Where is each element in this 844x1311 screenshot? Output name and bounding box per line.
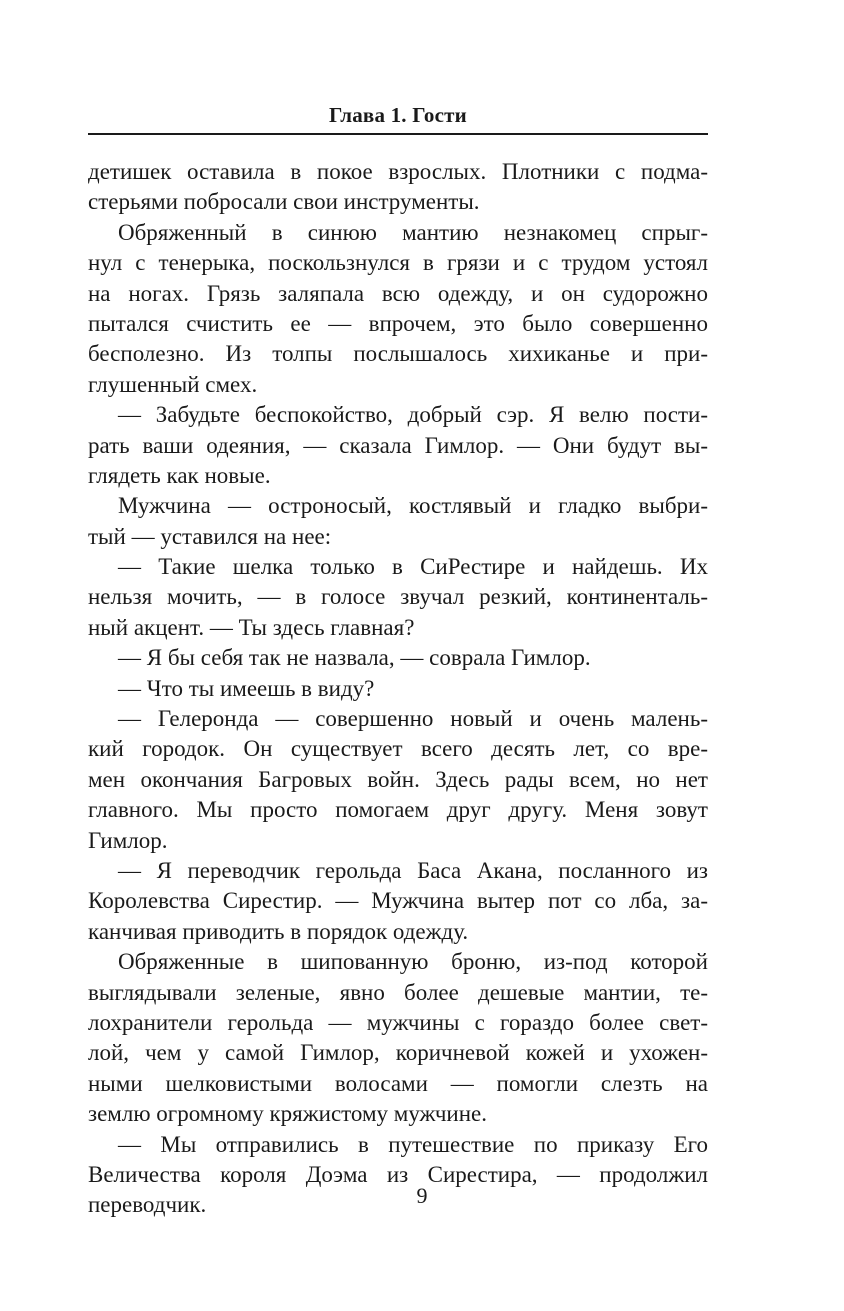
paragraph bbox=[88, 491, 708, 552]
text-line: — Я бы себя так не назвала, — соврала Гимлор. bbox=[118, 645, 591, 671]
text-line: — Забудьте беспокойство, добрый сэр. Я велю пости- bbox=[118, 402, 708, 428]
text-line: землю огромному кряжистому мужчине. bbox=[88, 1101, 487, 1127]
body-text bbox=[88, 157, 708, 1221]
running-head: Глава 1. Гости bbox=[329, 103, 467, 127]
text-line: лой, чем у самой Гимлор, коричневой кожей и ухожен- bbox=[88, 1040, 708, 1066]
text-line: Гимлор. bbox=[88, 827, 168, 853]
text-line: Обряженный в синюю мантию незнакомец спрыг- bbox=[118, 219, 708, 245]
text-line: — Мы отправились в путешествие по приказу Его bbox=[118, 1131, 708, 1157]
header-rule bbox=[88, 133, 708, 135]
text-line: Королевства Сирестир. — Мужчина вытер пот со лба, за- bbox=[88, 888, 708, 914]
paragraph bbox=[88, 856, 708, 947]
paragraph bbox=[88, 704, 708, 856]
text-line: тый — уставился на нее: bbox=[88, 523, 332, 549]
text-line: бесполезно. Из толпы послышалось хихиканье и при- bbox=[88, 341, 708, 367]
text-line: ными шелковистыми волосами — помогли слезть на bbox=[88, 1070, 708, 1096]
text-line: — Такие шелка только в СиРестире и найдешь. Их bbox=[118, 554, 708, 580]
paragraph bbox=[88, 674, 708, 704]
text-line: мен окончания Багровых войн. Здесь рады всем, но нет bbox=[88, 766, 708, 792]
text-line: нул с тенерыка, поскользнулся в грязи и с трудом устоял bbox=[88, 250, 708, 276]
text-line: глядеть как новые. bbox=[88, 462, 271, 488]
text-line: лохранители герольда — мужчины с гораздо более свет- bbox=[88, 1009, 708, 1035]
paragraph bbox=[88, 400, 708, 491]
paragraph bbox=[88, 157, 708, 218]
text-line: пытался счистить ее — впрочем, это было совершенно bbox=[88, 310, 708, 336]
text-line: — Я переводчик герольда Баса Акана, посланного из bbox=[118, 857, 708, 883]
text-line: выглядывали зеленые, явно более дешевые мантии, те- bbox=[88, 979, 708, 1005]
text-line: — Что ты имеешь в виду? bbox=[118, 675, 375, 701]
text-line: Величества короля Доэма из Сирестира, — продолжил bbox=[88, 1161, 708, 1187]
text-line: Обряженные в шипованную броню, из-под которой bbox=[118, 949, 708, 975]
paragraph bbox=[88, 947, 708, 1129]
text-line: главного. Мы просто помогаем друг другу. Меня зовут bbox=[88, 797, 708, 823]
text-line: стерьями побросали свои инструменты. bbox=[88, 189, 480, 215]
text-line: ный акцент. — Ты здесь главная? bbox=[88, 614, 415, 640]
text-line: детишек оставила в покое взрослых. Плотники с подма- bbox=[88, 159, 708, 184]
text-line: нельзя мочить, — в голосе звучал резкий, континенталь- bbox=[88, 584, 708, 610]
paragraph bbox=[88, 552, 708, 643]
text-line: переводчик. bbox=[88, 1192, 207, 1218]
paragraph bbox=[88, 643, 708, 673]
text-line: кий городок. Он существует всего десять лет, со вре- bbox=[88, 736, 708, 762]
text-line: глушенный смех. bbox=[88, 371, 258, 397]
page-number: 9 bbox=[416, 1183, 428, 1208]
text-line: на ногах. Грязь заляпала всю одежду, и он судорожно bbox=[88, 280, 708, 306]
text-line: рать ваши одеяния, — сказала Гимлор. — Они будут вы- bbox=[88, 432, 708, 458]
paragraph bbox=[88, 218, 708, 400]
text-line: канчивая приводить в порядок одежду. bbox=[88, 918, 469, 944]
text-line: Мужчина — остроносый, костлявый и гладко выбри- bbox=[118, 493, 708, 519]
text-line: — Гелеронда — совершенно новый и очень малень- bbox=[118, 706, 708, 732]
